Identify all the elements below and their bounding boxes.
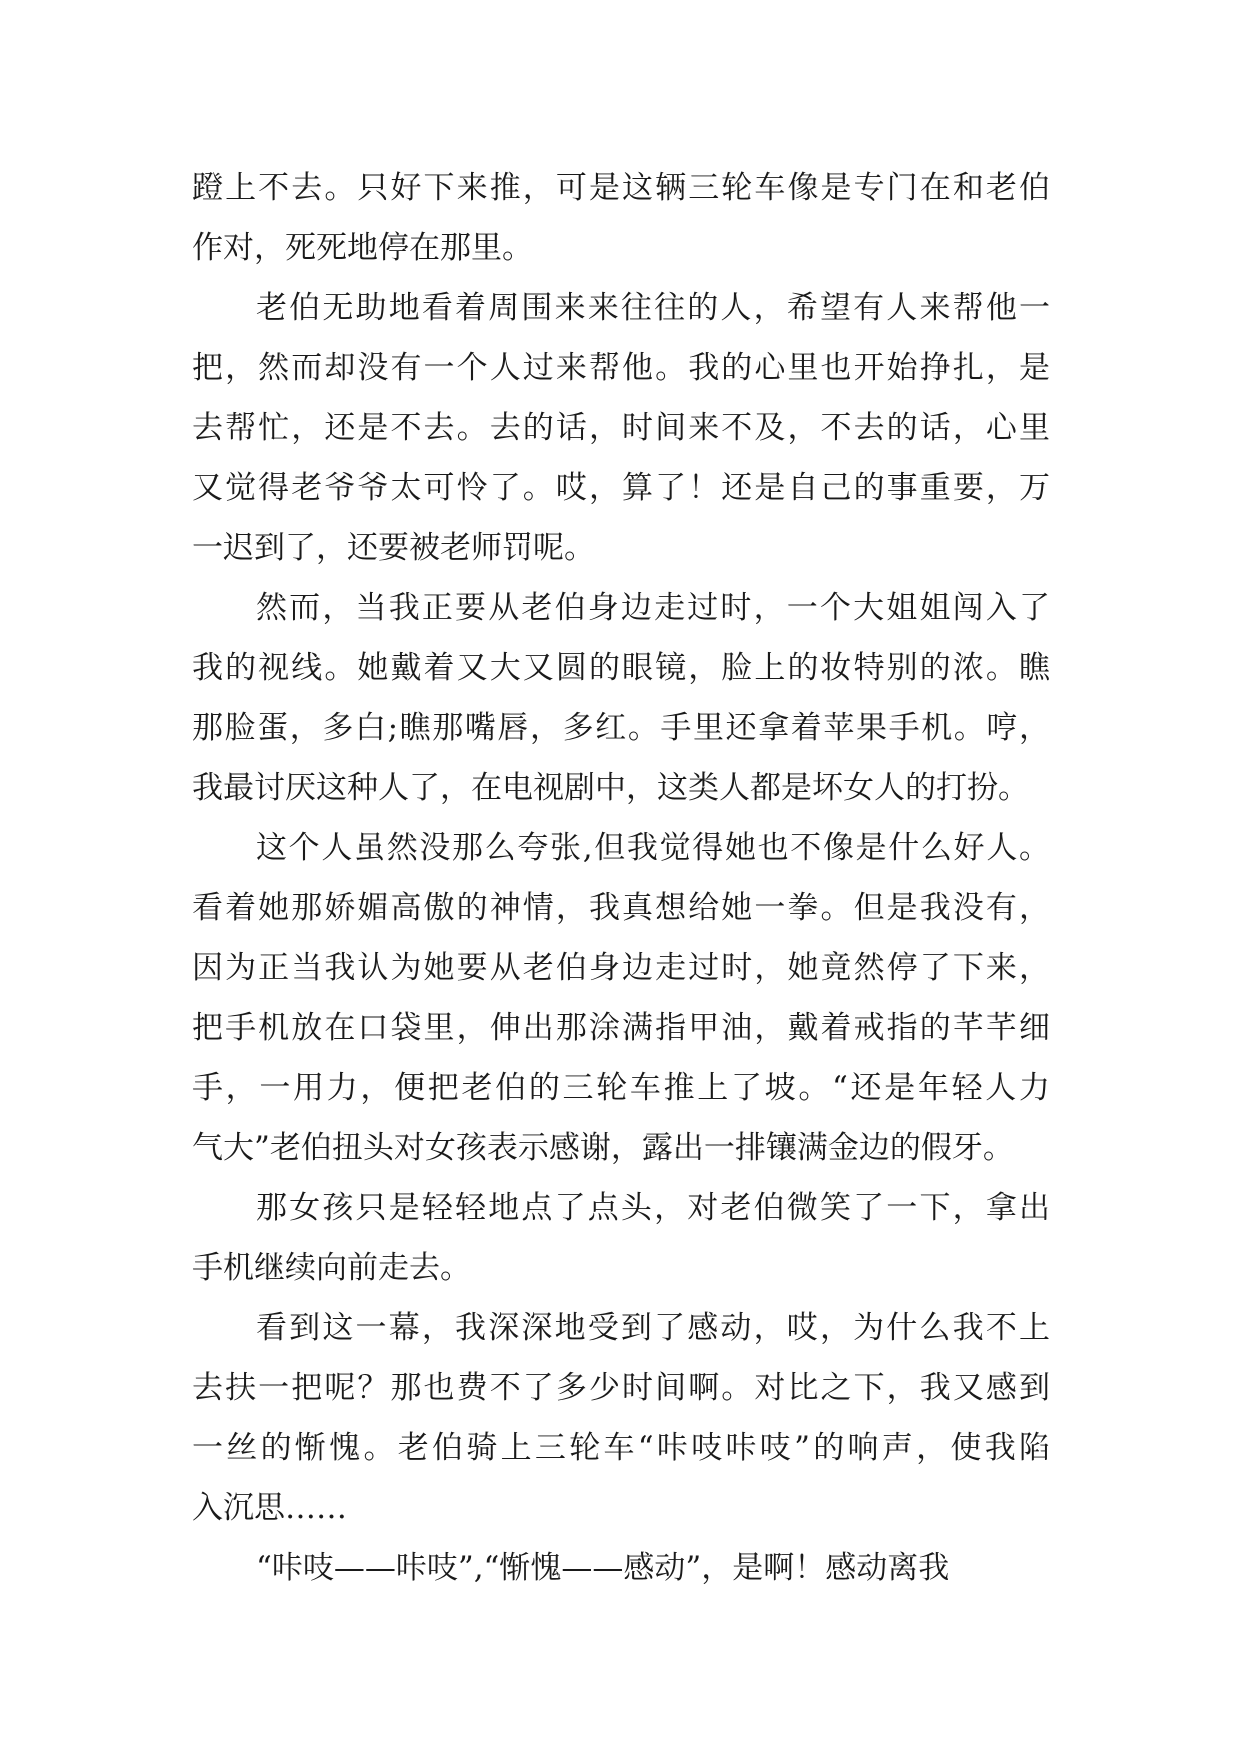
text-line: 作对，死死地停在那里。 [192, 230, 533, 266]
text-line: 老伯无助地看着周围来来往往的人，希望有人来帮他一 [256, 290, 1050, 326]
text-line: 因为正当我认为她要从老伯身边走过时，她竟然停了下来， [192, 950, 1050, 986]
text-line: 一迟到了，还要被老师罚呢。 [192, 530, 595, 566]
text-line: 然而，当我正要从老伯身边走过时，一个大姐姐闯入了 [256, 590, 1050, 626]
document-body [192, 158, 1050, 1598]
text-line: 我的视线。她戴着又大又圆的眼镜，脸上的妆特别的浓。瞧 [192, 650, 1050, 686]
text-line: 去帮忙，还是不去。去的话，时间来不及，不去的话，心里 [192, 410, 1050, 446]
paragraph-6 [192, 1298, 1050, 1538]
text-line: 蹬上不去。只好下来推，可是这辆三轮车像是专门在和老伯 [192, 170, 1050, 206]
paragraph-2 [192, 278, 1050, 578]
paragraph-3 [192, 578, 1050, 818]
text-line: 我最讨厌这种人了，在电视剧中，这类人都是坏女人的打扮。 [192, 770, 1029, 806]
text-line: 这个人虽然没那么夸张,但我觉得她也不像是什么好人。 [256, 830, 1050, 866]
paragraph-7 [192, 1538, 1050, 1598]
text-line: “咔吱——咔吱”,“惭愧——感动”，是啊！感动离我 [256, 1550, 950, 1586]
paragraph-5 [192, 1178, 1050, 1298]
text-line: 把手机放在口袋里，伸出那涂满指甲油，戴着戒指的芊芊细 [192, 1010, 1050, 1046]
text-line: 气大”老伯扭头对女孩表示感谢，露出一排镶满金边的假牙。 [192, 1130, 1014, 1166]
paragraph-4 [192, 818, 1050, 1178]
text-line: 把，然而却没有一个人过来帮他。我的心里也开始挣扎，是 [192, 350, 1050, 386]
text-line: 又觉得老爷爷太可怜了。哎，算了！还是自己的事重要，万 [192, 470, 1050, 506]
text-line: 入沉思…… [192, 1490, 347, 1526]
text-line: 去扶一把呢？那也费不了多少时间啊。对比之下，我又感到 [192, 1370, 1050, 1406]
text-line: 手机继续向前走去。 [192, 1250, 471, 1286]
text-line: 手，一用力，便把老伯的三轮车推上了坡。“还是年轻人力 [192, 1070, 1050, 1106]
text-line: 一丝的惭愧。老伯骑上三轮车“咔吱咔吱”的响声，使我陷 [192, 1430, 1050, 1466]
text-line: 那女孩只是轻轻地点了点头，对老伯微笑了一下，拿出 [256, 1190, 1050, 1226]
text-line: 看着她那娇媚高傲的神情，我真想给她一拳。但是我没有， [192, 890, 1050, 926]
paragraph-1 [192, 158, 1050, 278]
text-line: 看到这一幕，我深深地受到了感动，哎，为什么我不上 [256, 1310, 1050, 1346]
text-line: 那脸蛋，多白;瞧那嘴唇，多红。手里还拿着苹果手机。哼， [192, 710, 1050, 746]
